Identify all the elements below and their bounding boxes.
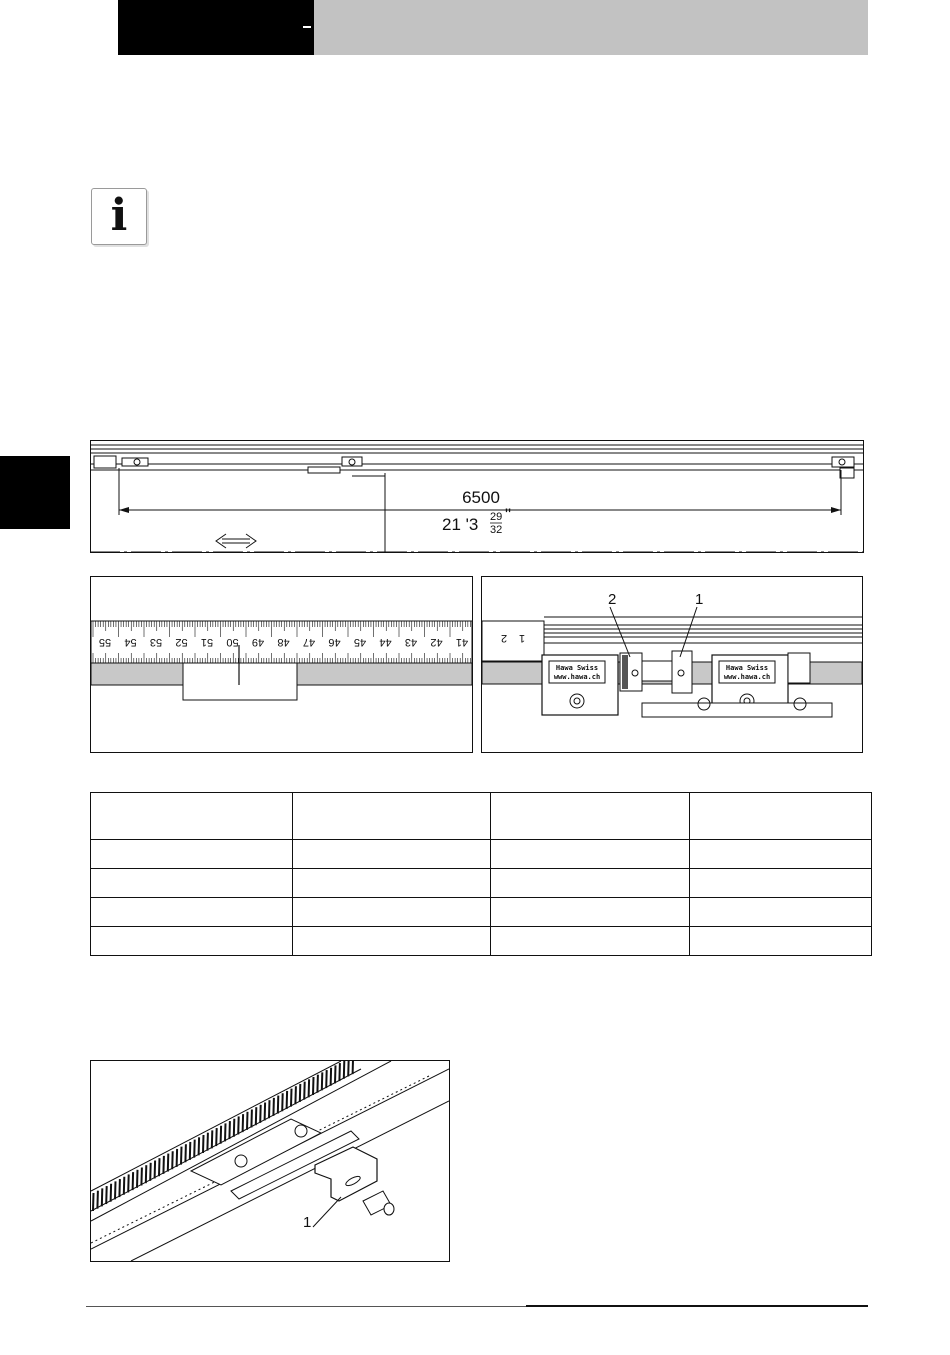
rack-tooth	[163, 1156, 164, 1174]
table-row	[91, 927, 872, 956]
label-right-line2: www.hawa.ch	[723, 673, 771, 681]
rack-tooth	[243, 1114, 244, 1132]
footer-rule-bold	[526, 1305, 868, 1307]
rack-tooth	[155, 1161, 156, 1179]
rack-tooth	[172, 1151, 173, 1169]
scale-reading-figure	[90, 576, 473, 753]
rack-tooth	[111, 1184, 112, 1202]
scale-numbers	[99, 636, 468, 648]
bracket-callout-1: 1	[303, 1214, 312, 1231]
table-cell	[491, 793, 690, 840]
track-overview-figure	[90, 440, 864, 553]
table-cell	[91, 840, 293, 869]
carriage-figure	[481, 576, 863, 753]
info-icon-glyph: i	[110, 190, 128, 241]
table-cell	[292, 840, 491, 869]
double-arrow-icon	[216, 534, 256, 548]
rack-tooth	[225, 1123, 226, 1141]
carriage-drawing	[482, 577, 862, 752]
rack-tooth	[128, 1174, 129, 1192]
rack-tooth	[273, 1098, 274, 1116]
track-overview-drawing	[90, 440, 864, 553]
rack-tooth	[260, 1105, 261, 1123]
header-black-block	[118, 0, 314, 55]
rack-tooth	[238, 1116, 239, 1134]
rack-tooth	[216, 1128, 217, 1146]
label-left-line2: www.hawa.ch	[553, 673, 601, 681]
rack-tooth	[194, 1140, 195, 1158]
rack-tooth	[115, 1181, 116, 1199]
rack-tooth	[282, 1093, 283, 1111]
scale-number: 47	[302, 636, 316, 648]
rack-tooth	[339, 1063, 340, 1081]
rack-tooth	[168, 1154, 169, 1172]
scale-number: 48	[277, 636, 290, 648]
rack-tooth	[234, 1119, 235, 1137]
rack-tooth	[181, 1147, 182, 1165]
rack-tooth	[300, 1084, 301, 1102]
rack-tooth	[190, 1142, 191, 1160]
scale-number: 54	[124, 636, 137, 648]
table-cell	[690, 793, 872, 840]
rack-tooth	[309, 1079, 310, 1097]
dimension-inch: "	[505, 505, 512, 524]
rack-tooth	[304, 1082, 305, 1100]
rack-tooth	[102, 1188, 103, 1206]
table-cell	[91, 927, 293, 956]
scale-number: 43	[404, 636, 418, 648]
table-cell	[292, 898, 491, 927]
dimension-mm: 6500	[462, 488, 500, 507]
scale-number: 41	[455, 636, 469, 648]
rack-tooth	[119, 1179, 120, 1197]
rack-tooth	[229, 1121, 230, 1139]
callout-1: 1	[695, 591, 704, 608]
dimension-frac-num: 29	[490, 511, 503, 523]
rack-tooth	[348, 1061, 349, 1076]
rack-tooth	[291, 1089, 292, 1107]
rack-tooth	[313, 1077, 314, 1095]
rack-tooth	[326, 1070, 327, 1088]
rack-tooth	[203, 1135, 204, 1153]
scale-number: 52	[175, 636, 188, 648]
table-cell	[91, 869, 293, 898]
rack-tooth	[93, 1193, 94, 1211]
info-icon	[91, 188, 147, 245]
rack-tooth	[287, 1091, 288, 1109]
rack-tooth	[106, 1186, 107, 1204]
rack-tooth	[150, 1163, 151, 1181]
header-grey-bar	[314, 0, 868, 55]
rack-tooth	[353, 1061, 354, 1074]
rack-tooth	[212, 1130, 213, 1148]
table-cell	[292, 927, 491, 956]
scale-number: 45	[353, 636, 367, 648]
rack-tooth	[146, 1165, 147, 1183]
table-cell	[690, 898, 872, 927]
rack-tooth	[269, 1100, 270, 1118]
rack-tooth	[133, 1172, 134, 1190]
rack-tooth	[159, 1158, 160, 1176]
table-row	[91, 869, 872, 898]
chapter-side-tab	[0, 456, 70, 529]
table-cell	[690, 840, 872, 869]
callout-2: 2	[608, 591, 617, 608]
rack-tooth	[265, 1103, 266, 1121]
table-cell	[292, 793, 491, 840]
table-cell	[292, 869, 491, 898]
rack-tooth	[247, 1112, 248, 1130]
rack-tooth	[137, 1170, 138, 1188]
table-cell	[91, 793, 293, 840]
rack-tooth	[317, 1075, 318, 1093]
scale-number: 50	[226, 636, 239, 648]
header-dash	[303, 26, 311, 28]
table-row	[91, 840, 872, 869]
rack-tooth	[278, 1096, 279, 1114]
rack-tooth	[124, 1177, 125, 1195]
rack-tooth	[221, 1126, 222, 1144]
bracket-figure	[90, 1060, 450, 1262]
scale-drawing	[91, 577, 472, 752]
scale-number: 55	[98, 636, 112, 648]
rack-tooth	[295, 1086, 296, 1104]
rack-tooth	[199, 1137, 200, 1155]
rack-tooth	[207, 1133, 208, 1151]
table-header-row	[91, 793, 872, 840]
ruler-tick-2: 2	[500, 632, 508, 644]
rack-tooth	[335, 1065, 336, 1083]
table-row	[91, 898, 872, 927]
scale-number: 53	[149, 636, 163, 648]
dimension-frac-den: 32	[490, 524, 503, 536]
rack-tooth	[97, 1191, 98, 1209]
table-cell	[491, 927, 690, 956]
dimension-ft: 21 '3	[442, 515, 479, 534]
spec-table	[90, 792, 872, 956]
table-cell	[91, 898, 293, 927]
rack-tooth	[141, 1167, 142, 1185]
rack-tooth	[177, 1149, 178, 1167]
table-cell	[690, 927, 872, 956]
scale-number: 42	[430, 636, 443, 648]
scale-number: 51	[200, 636, 214, 648]
scale-number: 44	[379, 636, 392, 648]
rack-tooth	[322, 1072, 323, 1090]
label-left-line1: Hawa Swiss	[555, 664, 599, 672]
table-cell	[491, 869, 690, 898]
rack-tooth	[344, 1061, 345, 1079]
rack-tooth	[331, 1068, 332, 1086]
table-cell	[690, 869, 872, 898]
rack-tooth	[185, 1144, 186, 1162]
rack-tooth	[251, 1109, 252, 1127]
bracket-drawing	[91, 1061, 449, 1261]
scale-number: 46	[328, 636, 341, 648]
table-cell	[491, 898, 690, 927]
ruler-tick-1: 1	[518, 632, 526, 644]
label-right-line1: Hawa Swiss	[725, 664, 769, 672]
scale-number: 49	[251, 636, 265, 648]
table-cell	[491, 840, 690, 869]
